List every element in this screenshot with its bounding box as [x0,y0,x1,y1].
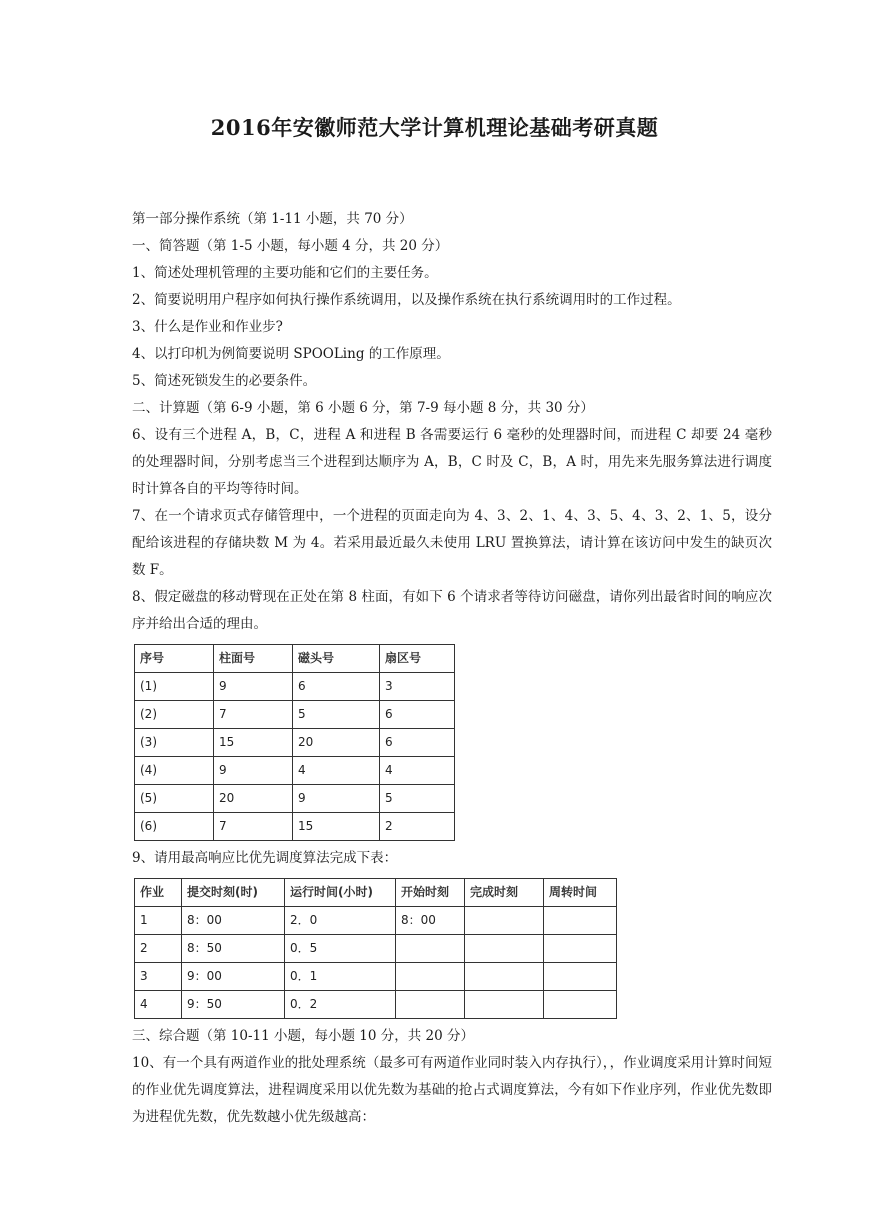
section-heading-calculation: 二、计算题（第 6-9 小题，第 6 小题 6 分，第 7-9 每小题 8 分，共 30 分） [132,400,594,416]
table-cell: 0．2 [285,991,396,1019]
question-2: 2、简要说明用户程序如何执行操作系统调用，以及操作系统在执行系统调用时的工作过程。 [132,292,681,308]
table-cell: (2) [135,701,214,729]
question-4: 4、以打印机为例简要说明 SPOOLing 的工作原理。 [132,346,450,362]
table-cell: (3) [135,729,214,757]
table-cell [396,963,465,991]
document-body [132,206,772,1131]
table-cell: 4 [293,757,380,785]
table-cell: 8：50 [182,935,285,963]
table-cell: 0．1 [285,963,396,991]
table-cell [544,907,617,935]
question-9: 9、请用最高响应比优先调度算法完成下表： [132,850,398,866]
table-cell: 7 [214,813,293,841]
table-cell: 2．0 [285,907,396,935]
disk-request-table [134,644,455,841]
column-header: 柱面号 [214,645,293,673]
question-8: 8、假定磁盘的移动臂现在正处在第 8 柱面，有如下 6 个请求者等待访问磁盘，请你列出最省时间的响应次序并给出合适的理由。 [132,589,772,632]
table-cell [396,935,465,963]
table-cell: 2 [380,813,455,841]
table-row [135,907,617,935]
table-header-row [135,645,455,673]
column-header: 磁头号 [293,645,380,673]
table-cell: 6 [380,729,455,757]
table-row [135,785,455,813]
table-cell: (6) [135,813,214,841]
table-cell: 9 [214,757,293,785]
table-cell: 0．5 [285,935,396,963]
question-7: 7、在一个请求页式存储管理中，一个进程的页面走向为 4、3、2、1、4、3、5、4、3、2、1、5，设分配给该进程的存储块数 M 为 4。若采用最近最久未使用 LRU 置换算法，请计算在该访问中发生的缺页次数 F。 [132,508,772,578]
table-cell [465,991,544,1019]
table-cell: (5) [135,785,214,813]
table-cell: 9：50 [182,991,285,1019]
part-heading: 第一部分操作系统（第 1-11 小题，共 70 分） [132,211,413,227]
table-cell: 8：00 [396,907,465,935]
table-row [135,701,455,729]
table-cell [544,935,617,963]
page-title: 2016年安徽师范大学计算机理论基础考研真题 [210,115,659,140]
column-header: 扇区号 [380,645,455,673]
table-cell: 9 [214,673,293,701]
table-cell: (1) [135,673,214,701]
table-cell: 5 [293,701,380,729]
table-cell: 15 [293,813,380,841]
table-cell: 1 [135,907,182,935]
column-header: 运行时间(小时) [285,879,396,907]
table-row [135,813,455,841]
table-cell: 2 [135,935,182,963]
column-header: 开始时刻 [396,879,465,907]
section-heading-short-answer: 一、简答题（第 1-5 小题，每小题 4 分，共 20 分） [132,238,449,254]
table-cell: 20 [293,729,380,757]
table-cell [396,991,465,1019]
table-row [135,673,455,701]
table-row [135,991,617,1019]
column-header: 周转时间 [544,879,617,907]
table-cell: 15 [214,729,293,757]
table-cell: 3 [380,673,455,701]
section-heading-comprehensive: 三、综合题（第 10-11 小题，每小题 10 分，共 20 分） [132,1028,475,1044]
question-6: 6、设有三个进程 A，B，C，进程 A 和进程 B 各需要运行 6 毫秒的处理器时间，而进程 C 却要 24 毫秒的处理器时间，分别考虑当三个进程到达顺序为 A，B，C 时及 C，B，A 时，用先来先服务算法进行调度时计算各自的平均等待时间。 [132,427,772,497]
table-row [135,963,617,991]
question-5: 5、简述死锁发生的必要条件。 [132,373,317,389]
table-cell: 9 [293,785,380,813]
table-cell: 8：00 [182,907,285,935]
table-cell [465,963,544,991]
table-cell [465,935,544,963]
table-cell: 6 [293,673,380,701]
question-1: 1、简述处理机管理的主要功能和它们的主要任务。 [132,265,438,281]
table-row [135,729,455,757]
table-cell: 4 [135,991,182,1019]
job-schedule-table [134,878,617,1019]
table-cell: 5 [380,785,455,813]
question-3: 3、什么是作业和作业步? [132,319,283,335]
table-cell: 20 [214,785,293,813]
question-10: 10、有一个具有两道作业的批处理系统（最多可有两道作业同时装入内存执行），，作业调度采用计算时间短的作业优先调度算法，进程调度采用以优先数为基础的抢占式调度算法，今有如下作业序列，作业优先数即为进程优先数，优先数越小优先级越高： [132,1055,772,1125]
table-row [135,935,617,963]
table-header-row [135,879,617,907]
column-header: 序号 [135,645,214,673]
table-cell: 3 [135,963,182,991]
table-cell [544,991,617,1019]
table-cell: 7 [214,701,293,729]
table-row [135,757,455,785]
table-cell [465,907,544,935]
column-header: 作业 [135,879,182,907]
table-cell: (4) [135,757,214,785]
table-cell: 6 [380,701,455,729]
column-header: 提交时刻(时) [182,879,285,907]
column-header: 完成时刻 [465,879,544,907]
table-cell: 4 [380,757,455,785]
table-cell [544,963,617,991]
table-cell: 9：00 [182,963,285,991]
